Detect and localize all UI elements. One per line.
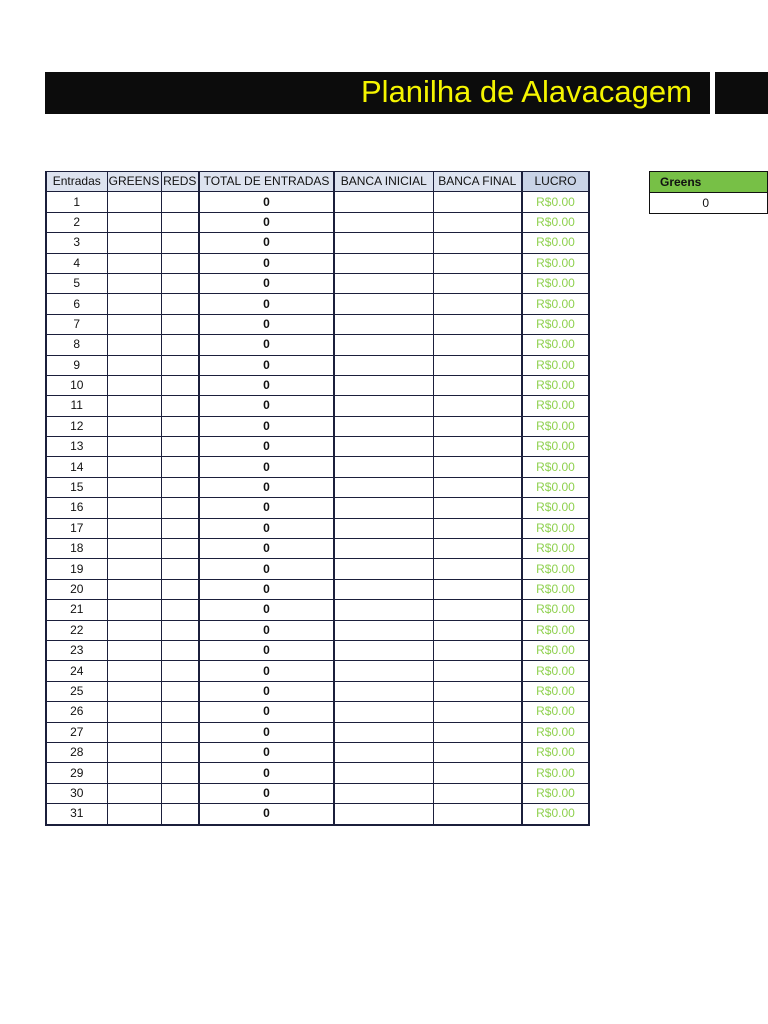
lucro-cell: R$0.00 <box>522 233 589 253</box>
reds-cell[interactable] <box>161 539 199 559</box>
col-header-banca-inicial: BANCA INICIAL <box>334 172 433 192</box>
banca-final-cell[interactable] <box>433 273 522 293</box>
banca-final-cell[interactable] <box>433 804 522 825</box>
reds-cell[interactable] <box>161 457 199 477</box>
banca-inicial-cell[interactable] <box>334 477 433 497</box>
banca-inicial-cell[interactable] <box>334 396 433 416</box>
greens-cell[interactable] <box>107 355 161 375</box>
table-row <box>46 192 589 212</box>
total-entradas-cell: 0 <box>199 294 334 314</box>
reds-cell[interactable] <box>161 396 199 416</box>
table-row <box>46 579 589 599</box>
banca-inicial-cell[interactable] <box>334 579 433 599</box>
total-entradas-cell: 0 <box>199 314 334 334</box>
banca-inicial-cell[interactable] <box>334 457 433 477</box>
banca-final-cell[interactable] <box>433 620 522 640</box>
row-number-cell: 1 <box>46 192 107 212</box>
total-entradas-cell: 0 <box>199 273 334 293</box>
row-number-cell: 4 <box>46 253 107 273</box>
table-row <box>46 437 589 457</box>
reds-cell[interactable] <box>161 233 199 253</box>
table-row <box>46 314 589 334</box>
banca-inicial-cell[interactable] <box>334 335 433 355</box>
reds-cell[interactable] <box>161 640 199 660</box>
title-bar-divider <box>710 72 715 114</box>
banca-final-cell[interactable] <box>433 396 522 416</box>
greens-cell[interactable] <box>107 212 161 232</box>
table-row <box>46 702 589 722</box>
reds-cell[interactable] <box>161 579 199 599</box>
greens-cell[interactable] <box>107 518 161 538</box>
table-row <box>46 212 589 232</box>
row-number-cell: 13 <box>46 437 107 457</box>
table-row <box>46 640 589 660</box>
total-entradas-cell: 0 <box>199 253 334 273</box>
table-row <box>46 335 589 355</box>
total-entradas-cell: 0 <box>199 355 334 375</box>
lucro-cell: R$0.00 <box>522 498 589 518</box>
greens-cell[interactable] <box>107 539 161 559</box>
total-entradas-cell: 0 <box>199 702 334 722</box>
greens-cell[interactable] <box>107 579 161 599</box>
table-row <box>46 559 589 579</box>
greens-cell[interactable] <box>107 437 161 457</box>
total-entradas-cell: 0 <box>199 477 334 497</box>
lucro-cell: R$0.00 <box>522 681 589 701</box>
greens-cell[interactable] <box>107 314 161 334</box>
lucro-cell: R$0.00 <box>522 539 589 559</box>
banca-inicial-cell[interactable] <box>334 253 433 273</box>
greens-cell[interactable] <box>107 273 161 293</box>
total-entradas-cell: 0 <box>199 763 334 783</box>
row-number-cell: 15 <box>46 477 107 497</box>
row-number-cell: 27 <box>46 722 107 742</box>
banca-inicial-cell[interactable] <box>334 742 433 762</box>
banca-inicial-cell[interactable] <box>334 273 433 293</box>
table-row <box>46 416 589 436</box>
lucro-cell: R$0.00 <box>522 702 589 722</box>
row-number-cell: 19 <box>46 559 107 579</box>
row-number-cell: 6 <box>46 294 107 314</box>
banca-final-cell[interactable] <box>433 661 522 681</box>
lucro-cell: R$0.00 <box>522 640 589 660</box>
row-number-cell: 31 <box>46 804 107 825</box>
total-entradas-cell: 0 <box>199 335 334 355</box>
reds-cell[interactable] <box>161 294 199 314</box>
greens-cell[interactable] <box>107 375 161 395</box>
banca-final-cell[interactable] <box>433 253 522 273</box>
banca-final-cell[interactable] <box>433 539 522 559</box>
total-entradas-cell: 0 <box>199 559 334 579</box>
entries-table <box>45 171 590 826</box>
greens-cell[interactable] <box>107 661 161 681</box>
lucro-cell: R$0.00 <box>522 783 589 803</box>
lucro-cell: R$0.00 <box>522 763 589 783</box>
total-entradas-cell: 0 <box>199 742 334 762</box>
lucro-cell: R$0.00 <box>522 804 589 825</box>
banca-inicial-cell[interactable] <box>334 763 433 783</box>
banca-final-cell[interactable] <box>433 559 522 579</box>
lucro-cell: R$0.00 <box>522 294 589 314</box>
greens-cell[interactable] <box>107 702 161 722</box>
total-entradas-cell: 0 <box>199 661 334 681</box>
reds-cell[interactable] <box>161 661 199 681</box>
table-row <box>46 233 589 253</box>
reds-cell[interactable] <box>161 355 199 375</box>
greens-cell[interactable] <box>107 559 161 579</box>
banca-inicial-cell[interactable] <box>334 518 433 538</box>
lucro-cell: R$0.00 <box>522 335 589 355</box>
reds-cell[interactable] <box>161 763 199 783</box>
table-row <box>46 681 589 701</box>
reds-cell[interactable] <box>161 375 199 395</box>
row-number-cell: 20 <box>46 579 107 599</box>
col-header-reds: REDS <box>161 172 199 192</box>
lucro-cell: R$0.00 <box>522 579 589 599</box>
banca-final-cell[interactable] <box>433 294 522 314</box>
total-entradas-cell: 0 <box>199 681 334 701</box>
banca-inicial-cell[interactable] <box>334 294 433 314</box>
banca-final-cell[interactable] <box>433 498 522 518</box>
banca-final-cell[interactable] <box>433 722 522 742</box>
col-header-total-entradas: TOTAL DE ENTRADAS <box>199 172 334 192</box>
reds-cell[interactable] <box>161 273 199 293</box>
total-entradas-cell: 0 <box>199 722 334 742</box>
table-row <box>46 763 589 783</box>
greens-cell[interactable] <box>107 600 161 620</box>
total-entradas-cell: 0 <box>199 539 334 559</box>
reds-cell[interactable] <box>161 314 199 334</box>
total-entradas-cell: 0 <box>199 579 334 599</box>
lucro-cell: R$0.00 <box>522 559 589 579</box>
total-entradas-cell: 0 <box>199 620 334 640</box>
table-row <box>46 457 589 477</box>
lucro-cell: R$0.00 <box>522 253 589 273</box>
reds-cell[interactable] <box>161 477 199 497</box>
greens-cell[interactable] <box>107 498 161 518</box>
total-entradas-cell: 0 <box>199 233 334 253</box>
banca-inicial-cell[interactable] <box>334 314 433 334</box>
banca-inicial-cell[interactable] <box>334 375 433 395</box>
greens-cell[interactable] <box>107 804 161 825</box>
col-header-banca-final: BANCA FINAL <box>433 172 522 192</box>
row-number-cell: 11 <box>46 396 107 416</box>
reds-cell[interactable] <box>161 559 199 579</box>
reds-cell[interactable] <box>161 804 199 825</box>
greens-cell[interactable] <box>107 722 161 742</box>
greens-cell[interactable] <box>107 681 161 701</box>
row-number-cell: 10 <box>46 375 107 395</box>
table-row <box>46 375 589 395</box>
greens-cell[interactable] <box>107 742 161 762</box>
reds-cell[interactable] <box>161 518 199 538</box>
lucro-cell: R$0.00 <box>522 416 589 436</box>
table-row <box>46 498 589 518</box>
greens-cell[interactable] <box>107 416 161 436</box>
reds-cell[interactable] <box>161 335 199 355</box>
reds-cell[interactable] <box>161 600 199 620</box>
lucro-cell: R$0.00 <box>522 457 589 477</box>
row-number-cell: 29 <box>46 763 107 783</box>
row-number-cell: 16 <box>46 498 107 518</box>
table-row <box>46 804 589 825</box>
table-row <box>46 742 589 762</box>
table-row <box>46 294 589 314</box>
banca-final-cell[interactable] <box>433 233 522 253</box>
banca-inicial-cell[interactable] <box>334 804 433 825</box>
table-row <box>46 600 589 620</box>
banca-inicial-cell[interactable] <box>334 640 433 660</box>
banca-inicial-cell[interactable] <box>334 722 433 742</box>
total-entradas-cell: 0 <box>199 192 334 212</box>
lucro-cell: R$0.00 <box>522 661 589 681</box>
row-number-cell: 14 <box>46 457 107 477</box>
row-number-cell: 21 <box>46 600 107 620</box>
total-entradas-cell: 0 <box>199 600 334 620</box>
table-row <box>46 253 589 273</box>
table-row <box>46 477 589 497</box>
greens-summary <box>649 171 768 214</box>
row-number-cell: 9 <box>46 355 107 375</box>
row-number-cell: 7 <box>46 314 107 334</box>
total-entradas-cell: 0 <box>199 437 334 457</box>
row-number-cell: 18 <box>46 539 107 559</box>
total-entradas-cell: 0 <box>199 396 334 416</box>
table-row <box>46 783 589 803</box>
banca-inicial-cell[interactable] <box>334 355 433 375</box>
lucro-cell: R$0.00 <box>522 620 589 640</box>
banca-final-cell[interactable] <box>433 416 522 436</box>
greens-cell[interactable] <box>107 640 161 660</box>
reds-cell[interactable] <box>161 783 199 803</box>
greens-cell[interactable] <box>107 335 161 355</box>
greens-cell[interactable] <box>107 783 161 803</box>
banca-inicial-cell[interactable] <box>334 661 433 681</box>
greens-cell[interactable] <box>107 233 161 253</box>
row-number-cell: 23 <box>46 640 107 660</box>
row-number-cell: 28 <box>46 742 107 762</box>
title-bar <box>45 72 768 114</box>
lucro-cell: R$0.00 <box>522 355 589 375</box>
table-row <box>46 539 589 559</box>
banca-final-cell[interactable] <box>433 742 522 762</box>
reds-cell[interactable] <box>161 681 199 701</box>
total-entradas-cell: 0 <box>199 375 334 395</box>
table-row <box>46 273 589 293</box>
reds-cell[interactable] <box>161 437 199 457</box>
banca-final-cell[interactable] <box>433 457 522 477</box>
lucro-cell: R$0.00 <box>522 600 589 620</box>
greens-cell[interactable] <box>107 477 161 497</box>
row-number-cell: 3 <box>46 233 107 253</box>
greens-cell[interactable] <box>107 763 161 783</box>
reds-cell[interactable] <box>161 742 199 762</box>
greens-cell[interactable] <box>107 192 161 212</box>
banca-inicial-cell[interactable] <box>334 620 433 640</box>
greens-summary-value[interactable]: 0 <box>649 193 768 214</box>
sheet-title: Planilha de Alavacagem <box>361 74 692 109</box>
lucro-cell: R$0.00 <box>522 396 589 416</box>
table-row <box>46 518 589 538</box>
banca-inicial-cell[interactable] <box>334 702 433 722</box>
row-number-cell: 30 <box>46 783 107 803</box>
table-row <box>46 620 589 640</box>
row-number-cell: 5 <box>46 273 107 293</box>
banca-final-cell[interactable] <box>433 702 522 722</box>
banca-final-cell[interactable] <box>433 579 522 599</box>
row-number-cell: 24 <box>46 661 107 681</box>
row-number-cell: 26 <box>46 702 107 722</box>
reds-cell[interactable] <box>161 253 199 273</box>
total-entradas-cell: 0 <box>199 783 334 803</box>
banca-inicial-cell[interactable] <box>334 192 433 212</box>
table-row <box>46 661 589 681</box>
lucro-cell: R$0.00 <box>522 212 589 232</box>
total-entradas-cell: 0 <box>199 518 334 538</box>
banca-final-cell[interactable] <box>433 640 522 660</box>
lucro-cell: R$0.00 <box>522 273 589 293</box>
greens-cell[interactable] <box>107 620 161 640</box>
greens-cell[interactable] <box>107 396 161 416</box>
banca-inicial-cell[interactable] <box>334 539 433 559</box>
greens-summary-label: Greens <box>649 171 768 193</box>
reds-cell[interactable] <box>161 722 199 742</box>
banca-final-cell[interactable] <box>433 477 522 497</box>
row-number-cell: 25 <box>46 681 107 701</box>
banca-final-cell[interactable] <box>433 681 522 701</box>
total-entradas-cell: 0 <box>199 640 334 660</box>
greens-cell[interactable] <box>107 457 161 477</box>
banca-final-cell[interactable] <box>433 314 522 334</box>
banca-final-cell[interactable] <box>433 212 522 232</box>
row-number-cell: 17 <box>46 518 107 538</box>
banca-final-cell[interactable] <box>433 192 522 212</box>
banca-inicial-cell[interactable] <box>334 233 433 253</box>
banca-inicial-cell[interactable] <box>334 498 433 518</box>
greens-cell[interactable] <box>107 253 161 273</box>
table-header-row <box>46 172 589 192</box>
lucro-cell: R$0.00 <box>522 375 589 395</box>
total-entradas-cell: 0 <box>199 416 334 436</box>
banca-final-cell[interactable] <box>433 335 522 355</box>
banca-inicial-cell[interactable] <box>334 681 433 701</box>
greens-cell[interactable] <box>107 294 161 314</box>
banca-final-cell[interactable] <box>433 763 522 783</box>
reds-cell[interactable] <box>161 702 199 722</box>
total-entradas-cell: 0 <box>199 212 334 232</box>
banca-final-cell[interactable] <box>433 600 522 620</box>
col-header-entradas: Entradas <box>46 172 107 192</box>
reds-cell[interactable] <box>161 620 199 640</box>
banca-final-cell[interactable] <box>433 355 522 375</box>
row-number-cell: 22 <box>46 620 107 640</box>
row-number-cell: 12 <box>46 416 107 436</box>
banca-final-cell[interactable] <box>433 437 522 457</box>
col-header-lucro: LUCRO <box>522 172 589 192</box>
banca-inicial-cell[interactable] <box>334 600 433 620</box>
banca-final-cell[interactable] <box>433 375 522 395</box>
table-row <box>46 396 589 416</box>
lucro-cell: R$0.00 <box>522 518 589 538</box>
total-entradas-cell: 0 <box>199 498 334 518</box>
lucro-cell: R$0.00 <box>522 742 589 762</box>
row-number-cell: 8 <box>46 335 107 355</box>
row-number-cell: 2 <box>46 212 107 232</box>
reds-cell[interactable] <box>161 416 199 436</box>
banca-inicial-cell[interactable] <box>334 783 433 803</box>
banca-inicial-cell[interactable] <box>334 437 433 457</box>
banca-inicial-cell[interactable] <box>334 559 433 579</box>
table-row <box>46 722 589 742</box>
lucro-cell: R$0.00 <box>522 314 589 334</box>
total-entradas-cell: 0 <box>199 804 334 825</box>
banca-final-cell[interactable] <box>433 518 522 538</box>
banca-final-cell[interactable] <box>433 783 522 803</box>
col-header-greens: GREENS <box>107 172 161 192</box>
lucro-cell: R$0.00 <box>522 477 589 497</box>
reds-cell[interactable] <box>161 192 199 212</box>
reds-cell[interactable] <box>161 212 199 232</box>
banca-inicial-cell[interactable] <box>334 212 433 232</box>
reds-cell[interactable] <box>161 498 199 518</box>
lucro-cell: R$0.00 <box>522 437 589 457</box>
table-row <box>46 355 589 375</box>
banca-inicial-cell[interactable] <box>334 416 433 436</box>
lucro-cell: R$0.00 <box>522 722 589 742</box>
total-entradas-cell: 0 <box>199 457 334 477</box>
lucro-cell: R$0.00 <box>522 192 589 212</box>
